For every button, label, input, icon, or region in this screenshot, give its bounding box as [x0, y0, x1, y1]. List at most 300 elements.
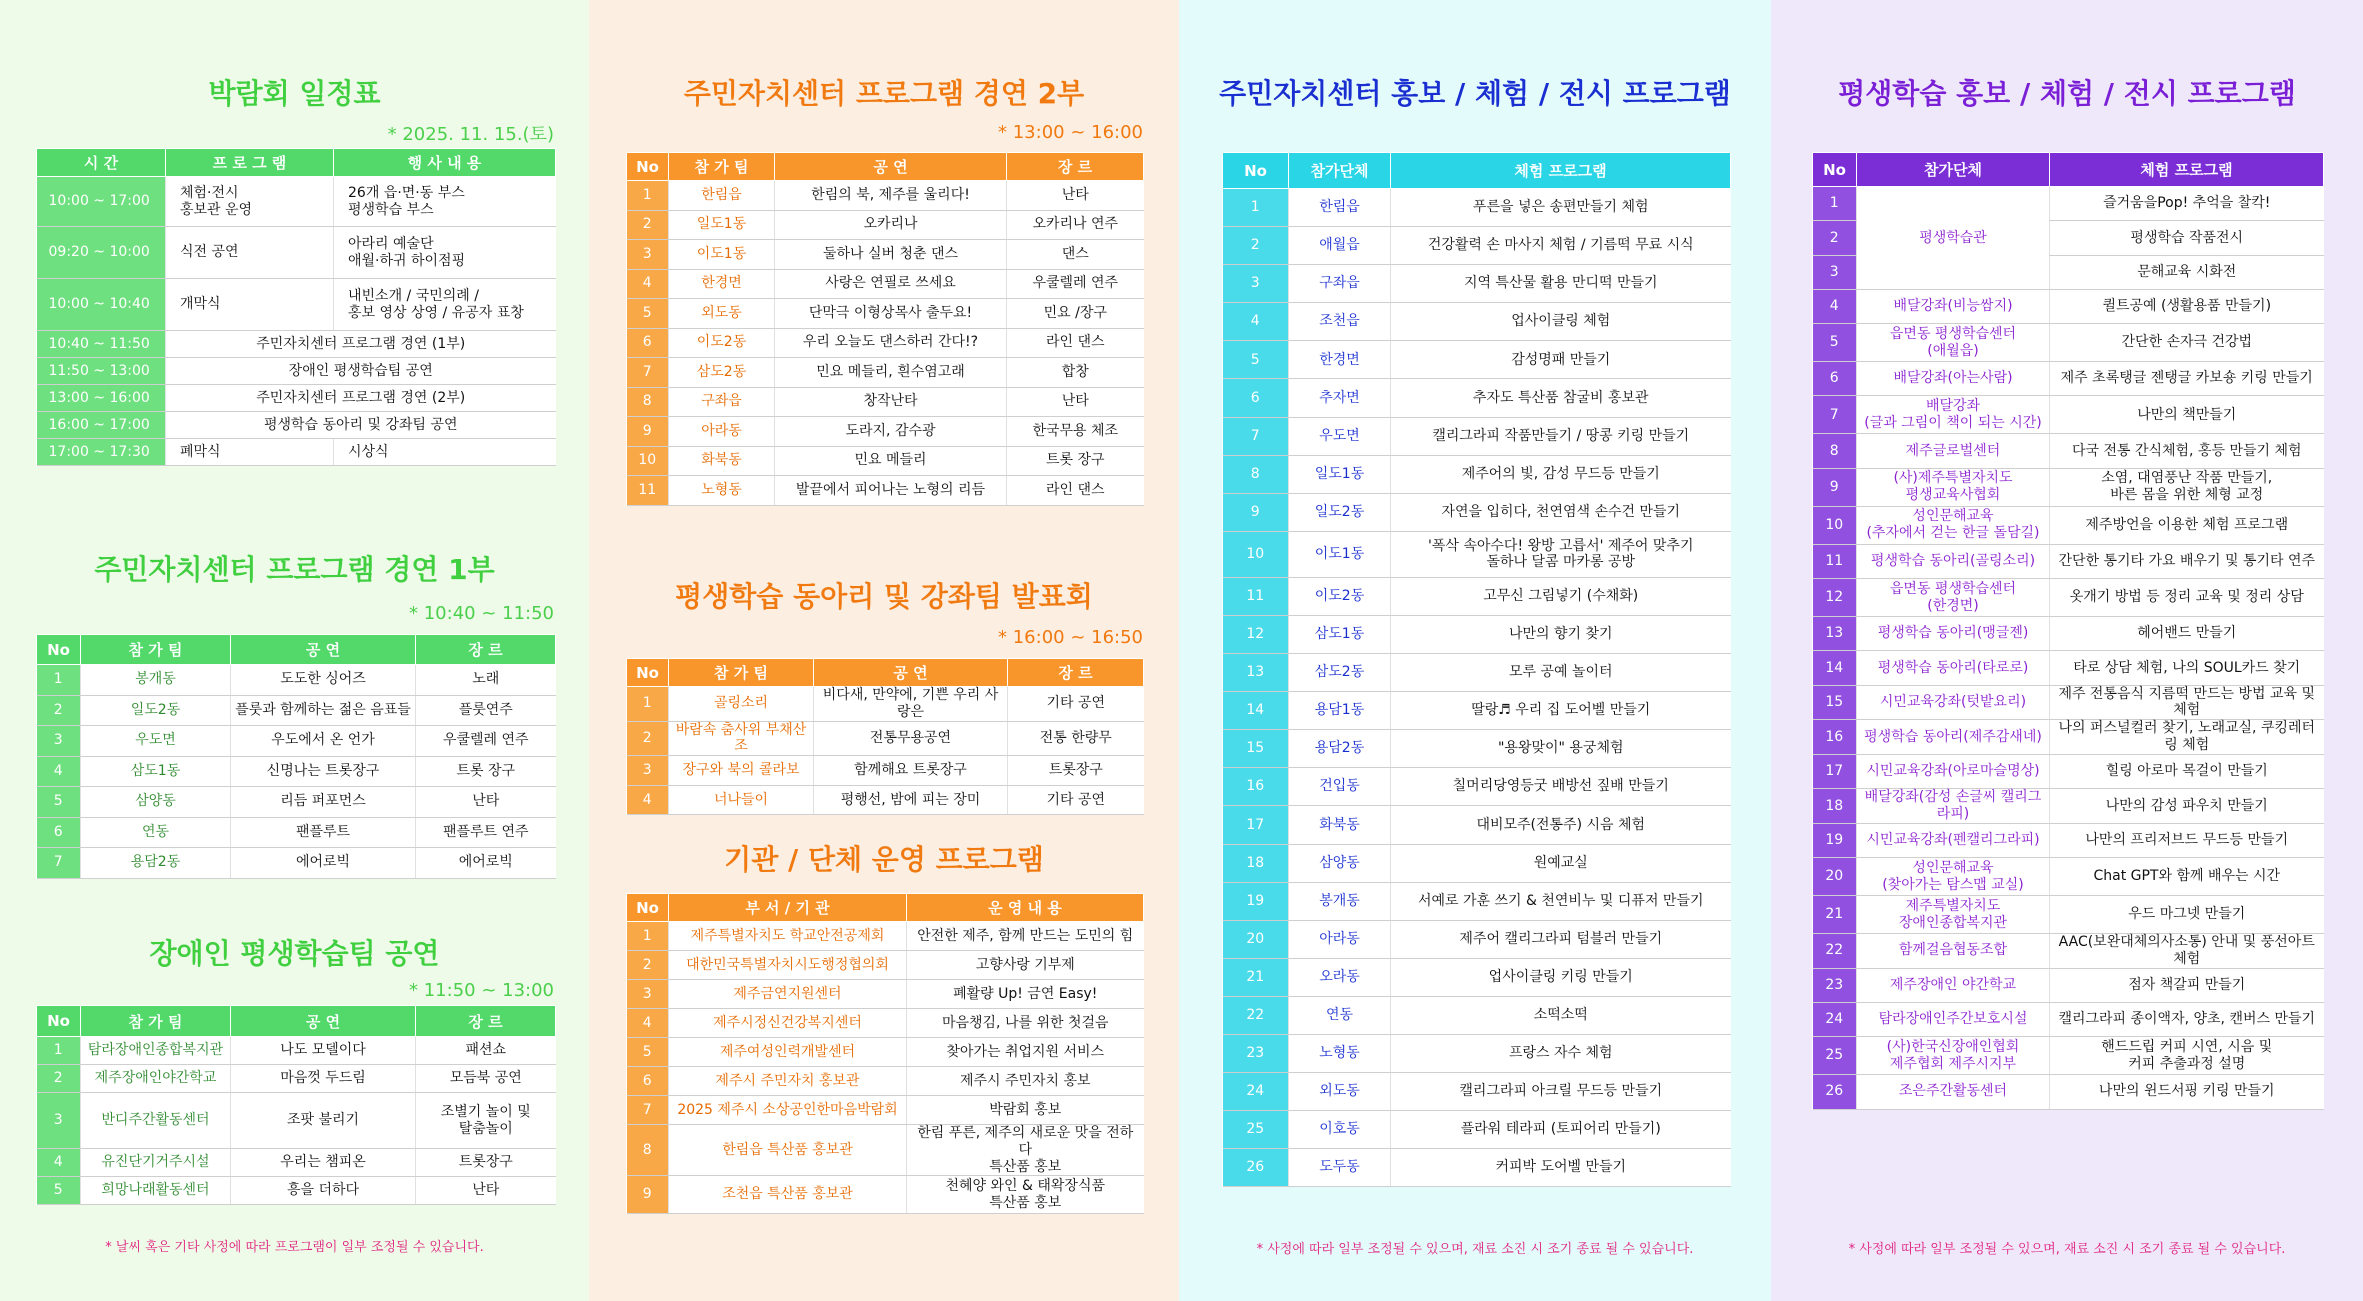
table-cell: 자연을 입히다, 천연염색 손수건 만들기 [1391, 493, 1731, 531]
contest2-table [626, 152, 1144, 506]
table-cell: 아라동 [1289, 920, 1391, 958]
table-cell: 연동 [81, 817, 231, 848]
table-row [1223, 768, 1731, 806]
row-number: 9 [1223, 493, 1289, 531]
row-number: 24 [1813, 1002, 1857, 1036]
program-cell: 간단한 통기타 가요 배우기 및 통기타 연주 [2050, 544, 2324, 578]
table-cell: 나만의 향기 찾기 [1391, 615, 1731, 653]
col1-note: * 날씨 혹은 기타 사정에 따라 프로그램이 일부 조정될 수 있습니다. [105, 1240, 484, 1255]
column-header: No [627, 894, 669, 922]
table-row [1813, 579, 2324, 617]
disabled-time: * 11:50 ~ 13:00 [409, 980, 554, 1001]
row-number: 4 [1223, 303, 1289, 341]
disabled-title: 장애인 평생학습팀 공연 [149, 937, 440, 970]
table-cell: 커피박 도어벨 만들기 [1391, 1149, 1731, 1187]
row-number: 13 [1223, 654, 1289, 692]
club-time: * 16:00 ~ 16:50 [998, 627, 1143, 648]
row-number: 16 [1223, 768, 1289, 806]
row-number: 22 [1813, 934, 1857, 969]
row-number: 4 [37, 1149, 81, 1177]
table-row [37, 756, 556, 787]
program-cell: 제주 초록탱글 젠탱글 카보숑 키링 만들기 [2050, 362, 2324, 396]
row-number: 4 [37, 756, 81, 787]
table-cell: 이도2동 [669, 328, 775, 358]
contest2-title: 주민자치센터 프로그램 경연 2부 [683, 77, 1085, 110]
program-cell: 나만의 윈드서핑 키링 만들기 [2050, 1075, 2324, 1109]
table-cell: 천혜양 와인 & 태왁장식품 특산품 홍보 [907, 1176, 1144, 1214]
table-row [1813, 858, 2324, 896]
program-cell: 즐거움을Pop! 추억을 찰칵! [2050, 187, 2324, 221]
table-row [37, 1037, 556, 1065]
table-cell: 패션쇼 [416, 1037, 556, 1065]
table-cell: 우리는 챔피온 [231, 1149, 416, 1177]
org-cell: 조은주간활동센터 [1857, 1075, 2050, 1109]
content-cell: 시상식 [334, 439, 556, 466]
table-cell: 한림의 북, 제주를 울리다! [775, 181, 1007, 211]
table-cell: 우도에서 온 언가 [231, 726, 416, 757]
table-cell: 일도1동 [1289, 455, 1391, 493]
contest1-title: 주민자치센터 프로그램 경연 1부 [94, 553, 495, 586]
row-number: 1 [627, 181, 669, 211]
row-number: 2 [627, 951, 669, 980]
table-cell: 신명나는 트롯장구 [231, 756, 416, 787]
row-number: 23 [1813, 968, 1857, 1002]
row-number: 1 [1813, 187, 1857, 221]
time-cell: 16:00 ~ 17:00 [37, 412, 166, 439]
row-number: 7 [627, 358, 669, 388]
table-cell: 탐라장애인종합복지관 [81, 1037, 231, 1065]
table-cell: 도도한 싱어즈 [231, 665, 416, 696]
table-cell: 에어로빅 [231, 848, 416, 879]
table-cell: 대비모주(전통주) 시음 체험 [1391, 806, 1731, 844]
table-row [1813, 324, 2324, 362]
row-number: 3 [37, 1093, 81, 1149]
table-cell: 난타 [1007, 387, 1144, 417]
org-cell: 평생학습 동아리(제주감새네) [1857, 720, 2050, 755]
table-cell: 이도1동 [669, 240, 775, 270]
schedule-date: * 2025. 11. 15.(토) [387, 124, 554, 145]
column-header: 참 가 팀 [81, 1006, 231, 1037]
table-cell: 프랑스 자수 체험 [1391, 1034, 1731, 1072]
row-number: 21 [1813, 896, 1857, 934]
table-cell: 제주여성인력개발센터 [669, 1038, 907, 1067]
row-number: 15 [1813, 685, 1857, 720]
table-row [627, 210, 1144, 240]
table-cell: 흥을 더하다 [231, 1177, 416, 1205]
table-cell: 구좌읍 [1289, 265, 1391, 303]
table-row [37, 1065, 556, 1093]
table-cell: 삼도2동 [669, 358, 775, 388]
table-cell: 원예교실 [1391, 844, 1731, 882]
table-cell: 삼양동 [81, 787, 231, 818]
row-number: 5 [627, 299, 669, 329]
table-cell: 캘리그라피 작품만들기 / 땅콩 키링 만들기 [1391, 417, 1731, 455]
program-cell: 우드 마그넷 만들기 [2050, 896, 2324, 934]
table-cell: 플룻과 함께하는 젊은 음표들 [231, 695, 416, 726]
table-row [1223, 882, 1731, 920]
table-row [627, 417, 1144, 447]
table-cell: 조별기 놀이 및 탈춤놀이 [416, 1093, 556, 1149]
column-header: No [627, 153, 669, 181]
program-cell: 폐막식 [166, 439, 334, 466]
program-cell: 주민자치센터 프로그램 경연 (2부) [166, 385, 556, 412]
table-row [1813, 1075, 2324, 1109]
table-cell: 제주시정신건강복지센터 [669, 1009, 907, 1038]
table-cell: 마음챙김, 나를 위한 첫걸음 [907, 1009, 1144, 1038]
table-cell: 우도면 [1289, 417, 1391, 455]
table-cell: 난타 [416, 1177, 556, 1205]
table-cell: 난타 [416, 787, 556, 818]
table-cell: 트롯 장구 [1007, 446, 1144, 476]
table-cell: 트롯 장구 [416, 756, 556, 787]
col4-note: * 사정에 따라 일부 조정될 수 있으며, 재료 소진 시 조기 종료 될 수 있습니다. [1848, 1242, 2286, 1257]
community-experience-table [1222, 152, 1731, 1187]
program-cell: 나의 퍼스널컬러 찾기, 노래교실, 쿠킹레터링 체험 [2050, 720, 2324, 755]
program-cell: 핸드드립 커피 시연, 시음 및 커피 추출과정 설명 [2050, 1037, 2324, 1075]
table-row [1223, 265, 1731, 303]
row-number: 12 [1813, 579, 1857, 617]
table-header-row [37, 1006, 556, 1037]
table-row [1223, 577, 1731, 615]
row-number: 18 [1813, 789, 1857, 824]
row-number: 26 [1813, 1075, 1857, 1109]
time-cell: 10:40 ~ 11:50 [37, 331, 166, 358]
row-number: 17 [1223, 806, 1289, 844]
table-cell: 조팟 불리기 [231, 1093, 416, 1149]
table-cell: 한림 푸른, 제주의 새로운 맛을 전하다 특산품 홍보 [907, 1125, 1144, 1176]
table-cell: 유진단기거주시설 [81, 1149, 231, 1177]
row-number: 1 [37, 665, 81, 696]
table-row [1813, 823, 2324, 857]
row-number: 7 [1813, 396, 1857, 434]
row-number: 25 [1223, 1111, 1289, 1149]
org-cell: 읍면동 평생학습센터 (애월읍) [1857, 324, 2050, 362]
table-row [37, 412, 556, 439]
row-number: 24 [1223, 1073, 1289, 1111]
column-header: No [1813, 153, 1857, 187]
row-number: 1 [37, 1037, 81, 1065]
row-number: 19 [1813, 823, 1857, 857]
table-cell: 푸른을 넣은 송편만들기 체험 [1391, 189, 1731, 227]
row-number: 2 [1223, 227, 1289, 265]
org-cell: 시민교육강좌(텃밭요리) [1857, 685, 2050, 720]
table-cell: 장구와 북의 콜라보 [669, 756, 814, 786]
row-number: 14 [1813, 651, 1857, 685]
lifelong-experience-title: 평생학습 홍보 / 체험 / 전시 프로그램 [1838, 77, 2296, 110]
org-cell: 배달강좌(감성 손글씨 캘리그라피) [1857, 789, 2050, 824]
program-cell: 장애인 평생학습팀 공연 [166, 358, 556, 385]
row-number: 16 [1813, 720, 1857, 755]
table-row [37, 227, 556, 279]
table-cell: 오카리나 [775, 210, 1007, 240]
table-cell: 마음껏 두드림 [231, 1065, 416, 1093]
row-number: 19 [1223, 882, 1289, 920]
program-cell: 제주방언을 이용한 체험 프로그램 [2050, 506, 2324, 544]
org-table [626, 893, 1144, 1214]
program-cell: 소염, 대염풍난 작품 만들기, 바른 몸을 위한 체형 교정 [2050, 468, 2324, 506]
row-number: 8 [627, 387, 669, 417]
row-number: 2 [37, 1065, 81, 1093]
org-cell: 배달강좌(비능쌈지) [1857, 289, 2050, 323]
table-row [627, 181, 1144, 211]
table-row [37, 817, 556, 848]
table-cell: 소떡소떡 [1391, 996, 1731, 1034]
row-number: 3 [1813, 255, 1857, 289]
table-cell: 제주특별자치도 학교안전공제회 [669, 922, 907, 951]
row-number: 7 [1223, 417, 1289, 455]
table-cell: 도두동 [1289, 1149, 1391, 1187]
table-row [1813, 934, 2324, 969]
table-row [1813, 754, 2324, 788]
row-number: 6 [37, 817, 81, 848]
program-cell: 캘리그라피 종이액자, 양초, 캔버스 만들기 [2050, 1002, 2324, 1036]
table-cell: 희망나래활동센터 [81, 1177, 231, 1205]
table-row [1223, 730, 1731, 768]
table-row [1813, 617, 2324, 651]
column-header: 참 가 팀 [669, 153, 775, 181]
table-row [37, 848, 556, 879]
table-row [1223, 654, 1731, 692]
table-cell: 한국무용 체조 [1007, 417, 1144, 447]
contest2-time: * 13:00 ~ 16:00 [998, 122, 1143, 143]
table-row [627, 358, 1144, 388]
column-header: 장 르 [1008, 659, 1144, 687]
program-cell: 식전 공연 [166, 227, 334, 279]
table-row [1223, 227, 1731, 265]
table-cell: 이도1동 [1289, 531, 1391, 577]
table-cell: 일도2동 [1289, 493, 1391, 531]
table-row [627, 922, 1144, 951]
program-cell: 타로 상담 체험, 나의 SOUL카드 찾기 [2050, 651, 2324, 685]
table-row [627, 299, 1144, 329]
table-cell: 추자면 [1289, 379, 1391, 417]
column-header: 프 로 그 램 [166, 149, 334, 177]
table-row [37, 1177, 556, 1205]
time-cell: 13:00 ~ 16:00 [37, 385, 166, 412]
table-row [627, 1038, 1144, 1067]
table-cell: 우리 오늘도 댄스하러 간다!? [775, 328, 1007, 358]
row-number: 5 [37, 1177, 81, 1205]
column-header: 장 르 [416, 635, 556, 665]
column-header: 장 르 [1007, 153, 1144, 181]
table-row [627, 1096, 1144, 1125]
table-cell: 모듬북 공연 [416, 1065, 556, 1093]
row-number: 20 [1813, 858, 1857, 896]
table-cell: 2025 제주시 소상공인한마음박람회 [669, 1096, 907, 1125]
table-cell: 서예로 가훈 쓰기 & 천연비누 및 디퓨저 만들기 [1391, 882, 1731, 920]
table-row [627, 785, 1144, 815]
org-cell: 읍면동 평생학습센터 (한경면) [1857, 579, 2050, 617]
table-row [37, 385, 556, 412]
table-cell: 댄스 [1007, 240, 1144, 270]
table-cell: 민요 메들리 [775, 446, 1007, 476]
content-cell: 아라리 예술단 애월·하귀 하이점핑 [334, 227, 556, 279]
table-row [37, 1149, 556, 1177]
org-cell: 평생학습 동아리(타로로) [1857, 651, 2050, 685]
table-row [1813, 506, 2324, 544]
column-header: No [627, 659, 669, 687]
column-header: 참가단체 [1289, 153, 1391, 189]
table-cell: 제주장애인야간학교 [81, 1065, 231, 1093]
table-cell: 라인 댄스 [1007, 328, 1144, 358]
table-row [627, 387, 1144, 417]
row-number: 9 [627, 417, 669, 447]
table-row [1813, 720, 2324, 755]
row-number: 4 [1813, 289, 1857, 323]
table-cell: 제주금연지원센터 [669, 980, 907, 1009]
table-row [1813, 1002, 2324, 1036]
table-header-row [37, 635, 556, 665]
row-number: 1 [1223, 189, 1289, 227]
table-cell: 업사이클링 체험 [1391, 303, 1731, 341]
table-cell: 칠머리당영등굿 배방선 짚배 만들기 [1391, 768, 1731, 806]
table-header-row [627, 894, 1144, 922]
table-row [627, 1067, 1144, 1096]
table-cell: 팬플루트 [231, 817, 416, 848]
table-cell: 캘리그라피 아크릴 무드등 만들기 [1391, 1073, 1731, 1111]
row-number: 11 [1223, 577, 1289, 615]
program-cell: 다국 전통 간식체험, 홍등 만들기 체험 [2050, 434, 2324, 468]
table-cell: 제주시 주민자치 홍보관 [669, 1067, 907, 1096]
program-cell: 개막식 [166, 279, 334, 331]
org-cell: 평생학습 동아리(맹글젠) [1857, 617, 2050, 651]
row-number: 11 [627, 476, 669, 506]
table-cell: 제주어의 빛, 감성 무드등 만들기 [1391, 455, 1731, 493]
table-cell: 발끝에서 피어나는 노형의 리듬 [775, 476, 1007, 506]
program-cell: 나만의 책만들기 [2050, 396, 2324, 434]
column-header: 시 간 [37, 149, 166, 177]
table-cell: 골링소리 [669, 687, 814, 722]
row-number: 12 [1223, 615, 1289, 653]
table-row [1813, 651, 2324, 685]
column-header: No [37, 635, 81, 665]
table-cell: 제주시 주민자치 홍보 [907, 1067, 1144, 1096]
row-number: 6 [1223, 379, 1289, 417]
table-cell: 화북동 [1289, 806, 1391, 844]
community-experience-title: 주민자치센터 홍보 / 체험 / 전시 프로그램 [1219, 77, 1731, 110]
table-cell: 외도동 [669, 299, 775, 329]
table-cell: 노형동 [669, 476, 775, 506]
table-cell: 반디주간활동센터 [81, 1093, 231, 1149]
contest1-table [36, 634, 556, 879]
table-cell: 바람속 춤사위 부채산조 [669, 721, 814, 756]
table-cell: 한림읍 [1289, 189, 1391, 227]
table-row [1813, 289, 2324, 323]
org-title: 기관 / 단체 운영 프로그램 [724, 843, 1044, 876]
table-cell: 업사이클링 키링 만들기 [1391, 958, 1731, 996]
content-cell: 내빈소개 / 국민의례 / 홍보 영상 상영 / 유공자 표창 [334, 279, 556, 331]
table-cell: 고무신 그림넣기 (수채화) [1391, 577, 1731, 615]
org-cell: 배달강좌(아는사람) [1857, 362, 2050, 396]
table-cell: 에어로빅 [416, 848, 556, 879]
table-row [1223, 493, 1731, 531]
table-cell: 추자도 특산품 참굴비 홍보관 [1391, 379, 1731, 417]
row-number: 8 [627, 1125, 669, 1176]
table-row [1813, 789, 2324, 824]
program-cell: 나만의 감성 파우치 만들기 [2050, 789, 2324, 824]
table-cell: 함께해요 트롯장구 [814, 756, 1008, 786]
org-cell: 함께걸음협동조합 [1857, 934, 2050, 969]
row-number: 3 [627, 756, 669, 786]
row-number: 5 [1813, 324, 1857, 362]
row-number: 2 [627, 210, 669, 240]
table-cell: 한경면 [669, 269, 775, 299]
table-cell: 외도동 [1289, 1073, 1391, 1111]
program-cell: 나만의 프리저브드 무드등 만들기 [2050, 823, 2324, 857]
table-row [1223, 615, 1731, 653]
table-cell: 용담1동 [1289, 692, 1391, 730]
table-cell: 합창 [1007, 358, 1144, 388]
program-cell: 주민자치센터 프로그램 경연 (1부) [166, 331, 556, 358]
table-row [37, 787, 556, 818]
row-number: 4 [627, 1009, 669, 1038]
table-cell: 화북동 [669, 446, 775, 476]
table-row [1223, 303, 1731, 341]
club-title: 평생학습 동아리 및 강좌팀 발표회 [675, 580, 1093, 613]
program-cell: 점자 책갈피 만들기 [2050, 968, 2324, 1002]
row-number: 7 [627, 1096, 669, 1125]
table-row [1813, 685, 2324, 720]
program-cell: AAC(보완대체의사소통) 안내 및 풍선아트 체험 [2050, 934, 2324, 969]
table-row [1223, 996, 1731, 1034]
program-cell: 옷개기 방법 등 정리 교육 및 정리 상담 [2050, 579, 2324, 617]
table-cell: 나도 모델이다 [231, 1037, 416, 1065]
table-cell: 조천읍 특산품 홍보관 [669, 1176, 907, 1214]
table-cell: 노형동 [1289, 1034, 1391, 1072]
table-cell: 건강활력 손 마사지 체험 / 기름떡 무료 시식 [1391, 227, 1731, 265]
org-cell: 성인문해교육 (추자에서 걷는 한글 돌담길) [1857, 506, 2050, 544]
program-cell: 퀼트공예 (생활용품 만들기) [2050, 289, 2324, 323]
table-cell: 안전한 제주, 함께 만드는 도민의 힘 [907, 922, 1144, 951]
table-row [627, 1125, 1144, 1176]
org-cell: 성인문해교육 (찾아가는 탐스맵 교실) [1857, 858, 2050, 896]
org-cell: (사)제주특별자치도 평생교육사협회 [1857, 468, 2050, 506]
table-cell: "용왕맞이" 용궁체험 [1391, 730, 1731, 768]
org-cell: 배달강좌 (글과 그림이 책이 되는 시간) [1857, 396, 2050, 434]
row-number: 8 [1223, 455, 1289, 493]
program-cell: 평생학습 작품전시 [2050, 221, 2324, 255]
column-header: 체험 프로그램 [1391, 153, 1731, 189]
table-cell: 감성명패 만들기 [1391, 341, 1731, 379]
table-header-row [37, 149, 556, 177]
table-cell: 폐활량 Up! 금연 Easy! [907, 980, 1144, 1009]
org-cell: 시민교육강좌(펜캘리그라피) [1857, 823, 2050, 857]
table-row [627, 951, 1144, 980]
table-row [1223, 692, 1731, 730]
table-row [1223, 1149, 1731, 1187]
table-cell: 삼도2동 [1289, 654, 1391, 692]
row-number: 13 [1813, 617, 1857, 651]
row-number: 10 [1223, 531, 1289, 577]
table-row [37, 331, 556, 358]
row-number: 2 [1813, 221, 1857, 255]
time-cell: 10:00 ~ 10:40 [37, 279, 166, 331]
table-row [37, 358, 556, 385]
org-cell: 제주장애인 야간학교 [1857, 968, 2050, 1002]
table-cell: 일도1동 [669, 210, 775, 240]
table-cell: 도라지, 감수광 [775, 417, 1007, 447]
table-cell: 플라워 테라피 (토피어리 만들기) [1391, 1111, 1731, 1149]
program-cell: 간단한 손자극 건강법 [2050, 324, 2324, 362]
table-row [1223, 920, 1731, 958]
time-cell: 09:20 ~ 10:00 [37, 227, 166, 279]
table-row [1223, 1034, 1731, 1072]
table-cell: 둘하나 실버 청춘 댄스 [775, 240, 1007, 270]
table-cell: 일도2동 [81, 695, 231, 726]
table-cell: 한림읍 [669, 181, 775, 211]
table-cell: 플룻연주 [416, 695, 556, 726]
table-row [37, 695, 556, 726]
